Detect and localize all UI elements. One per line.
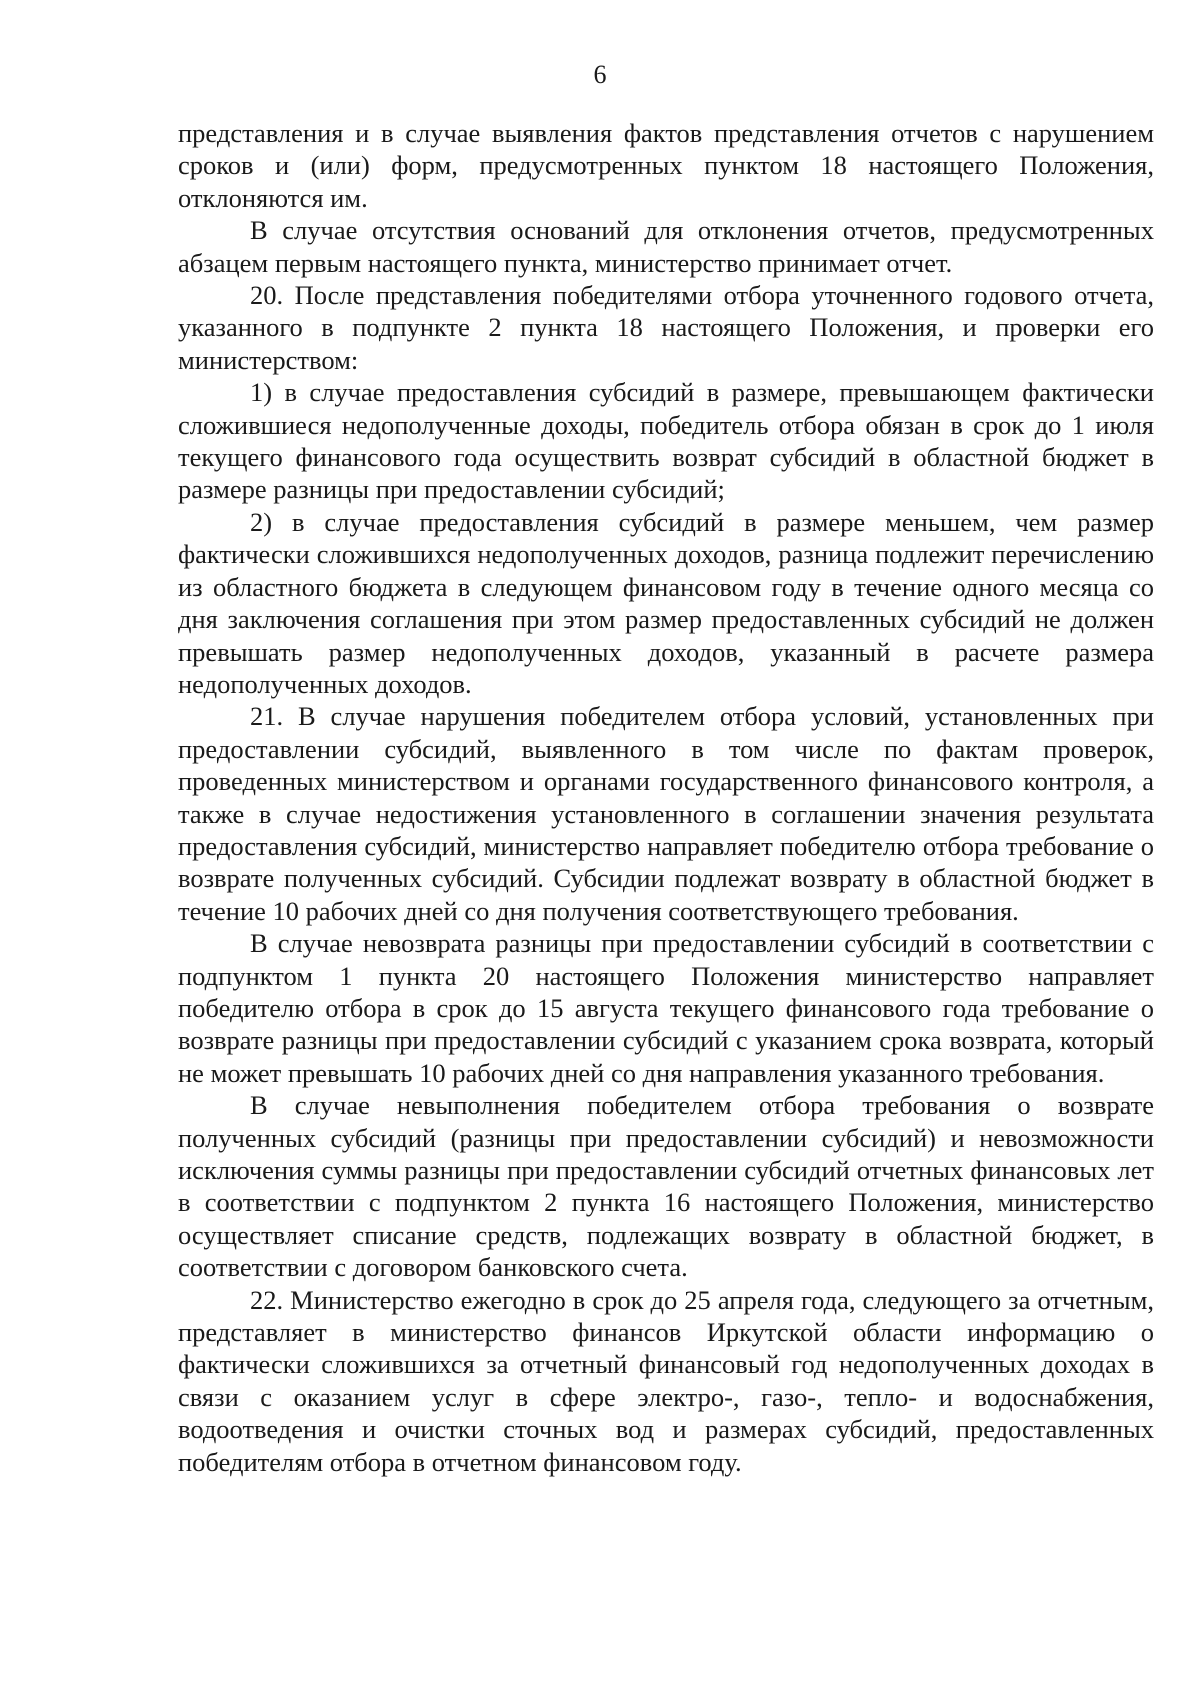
paragraph-item-21: 21. В случае нарушения победителем отбора условий, установленных при предоставлении субсидий, выявленного в том числе по фактам проверок, проведенных министерством и органами государственного финансового контроля, а также в случае недостижения установленного в соглашении значения результата предоставления субсидий, министерство направляет победителю отбора требование о возврате полученных субсидий. Субсидии подлежат возврату в областной бюджет в течение 10 рабочих дней со дня получения соответствующего требования.	[178, 701, 1154, 926]
paragraph-continuation: представления и в случае выявления фактов представления отчетов с нарушением сроков и (или) форм, предусмотренных пунктом 18 настоящего Положения, отклоняются им.	[178, 118, 1154, 213]
paragraph-item-22: 22. Министерство ежегодно в срок до 25 апреля года, следующего за отчетным, представляет в министерство финансов Иркутской области информацию о фактически сложившихся за отчетный финансовый год недополученных доходах в связи с оказанием услуг в сфере электро-, газо-, тепло- и водоснабжения, водоотведения и очистки сточных вод и размерах субсидий, предоставленных победителям отбора в отчетном финансовом году.	[178, 1284, 1154, 1477]
paragraph-subitem-20-2: 2) в случае предоставления субсидий в размере меньшем, чем размер фактически сложившихся недополученных доходов, разница подлежит перечислению из областного бюджета в следующем финансовом году в течение одного месяца со дня заключения соглашения при этом размер предоставленных субсидий не должен превышать размер недополученных доходов, указанный в расчете размера недополученных доходов.	[178, 506, 1154, 699]
page-number: 6	[593, 60, 607, 89]
paragraph-item-20: 20. После представления победителями отбора уточненного годового отчета, указанного в подпункте 2 пункта 18 настоящего Положения, и проверки его министерством:	[178, 280, 1154, 375]
paragraph-non-fulfillment: В случае невыполнения победителем отбора требования о возврате полученных субсидий (разницы при предоставлении субсидий) и невозможности исключения суммы разницы при предоставлении субсидий отчетных финансовых лет в соответствии с подпунктом 2 пункта 16 настоящего Положения, министерство осуществляет списание средств, подлежащих возврату в областной бюджет, в соответствии с договором банковского счета.	[178, 1090, 1154, 1283]
paragraph-non-return: В случае невозврата разницы при предоставлении субсидий в соответствии с подпунктом 1 пункта 20 настоящего Положения министерство направляет победителю отбора в срок до 15 августа текущего финансового года требование о возврате разницы при предоставлении субсидий с указанием срока возврата, который не может превышать 10 рабочих дней со дня направления указанного требования.	[178, 928, 1154, 1088]
paragraph-subitem-20-1: 1) в случае предоставления субсидий в размере, превышающем фактически сложившиеся недополученные доходы, победитель отбора обязан в срок до 1 июля текущего финансового года осуществить возврат субсидий в областной бюджет в размере разницы при предоставлении субсидий;	[178, 377, 1154, 505]
document-body	[178, 117, 1154, 1478]
paragraph-no-grounds: В случае отсутствия оснований для отклонения отчетов, предусмотренных абзацем первым настоящего пункта, министерство принимает отчет.	[178, 215, 1154, 278]
